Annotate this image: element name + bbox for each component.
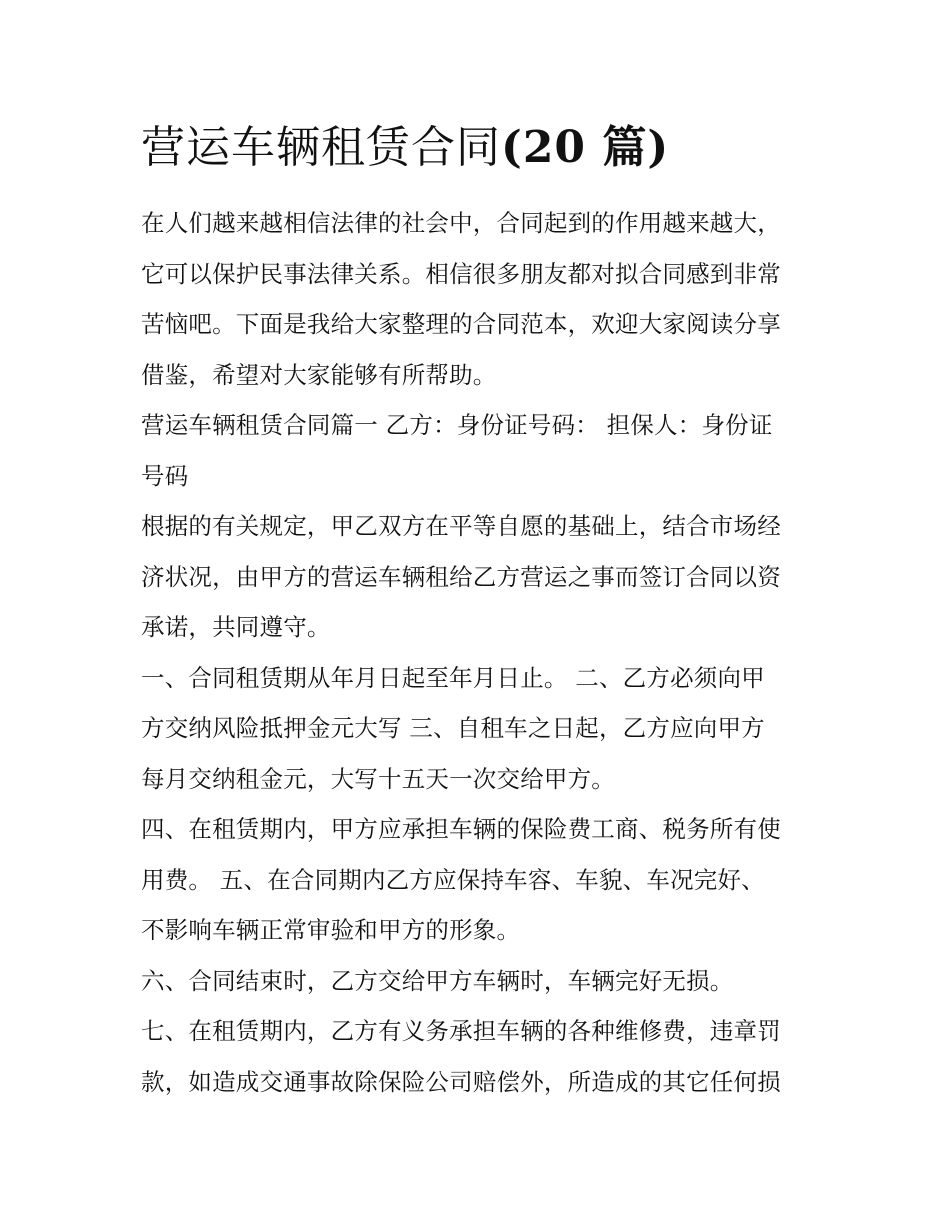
text-line: 营运车辆租赁合同篇一 乙方：身份证号码： 担保人：身份证 (141, 411, 773, 439)
paragraph-clause-1-3 (141, 653, 813, 805)
paragraph-intro (141, 198, 813, 400)
paragraph-parties (141, 400, 813, 501)
paragraph-basis (141, 501, 813, 653)
text-line: 用费。 五、在合同期内乙方应保持车容、车貌、车况完好、 (141, 865, 765, 894)
paragraph-clause-6 (141, 956, 813, 1007)
text-line: 根据的有关规定，甲乙双方在平等自愿的基础上，结合市场经 (141, 512, 781, 540)
text-line: 济状况，由甲方的营运车辆租给乙方营运之事而签订合同以资 (141, 562, 781, 591)
document-title (141, 118, 669, 178)
document-body (141, 198, 813, 1107)
paragraph-clause-4-5 (141, 804, 813, 956)
text-line: 一、合同租赁期从年月日起至年月日止。 二、乙方必须向甲 (141, 663, 765, 692)
text-line: 它可以保护民事法律关系。相信很多朋友都对拟合同感到非常 (141, 259, 781, 288)
paragraph-clause-7 (141, 1006, 813, 1107)
text-line: 款，如造成交通事故除保险公司赔偿外，所造成的其它任何损 (141, 1067, 781, 1096)
text-line: 四、在租赁期内，甲方应承担车辆的保险费工商、税务所有使 (141, 815, 781, 843)
text-line: 不影响车辆正常审验和甲方的形象。 (141, 916, 521, 944)
text-line: 承诺，共同遵守。 (141, 613, 331, 641)
text-line: 苦恼吧。下面是我给大家整理的合同范本，欢迎大家阅读分享 (141, 310, 781, 338)
text-line: 每月交纳租金元，大写十五天一次交给甲方。 (141, 764, 615, 793)
text-line: 七、在租赁期内，乙方有义务承担车辆的各种维修费，违章罚 (141, 1017, 781, 1045)
text-line: 借鉴，希望对大家能够有所帮助。 (141, 360, 497, 389)
text-line: 方交纳风险抵押金元大写 三、自租车之日起，乙方应向甲方 (141, 714, 765, 742)
title-main: 营运车辆租赁合同 (141, 122, 501, 173)
text-line: 在人们越来越相信法律的社会中，合同起到的作用越来越大， (141, 209, 781, 237)
text-line: 六、合同结束时，乙方交给甲方车辆时，车辆完好无损。 (141, 966, 734, 995)
title-suffix: (20 篇) (501, 122, 670, 173)
text-line: 号码 (141, 461, 189, 490)
